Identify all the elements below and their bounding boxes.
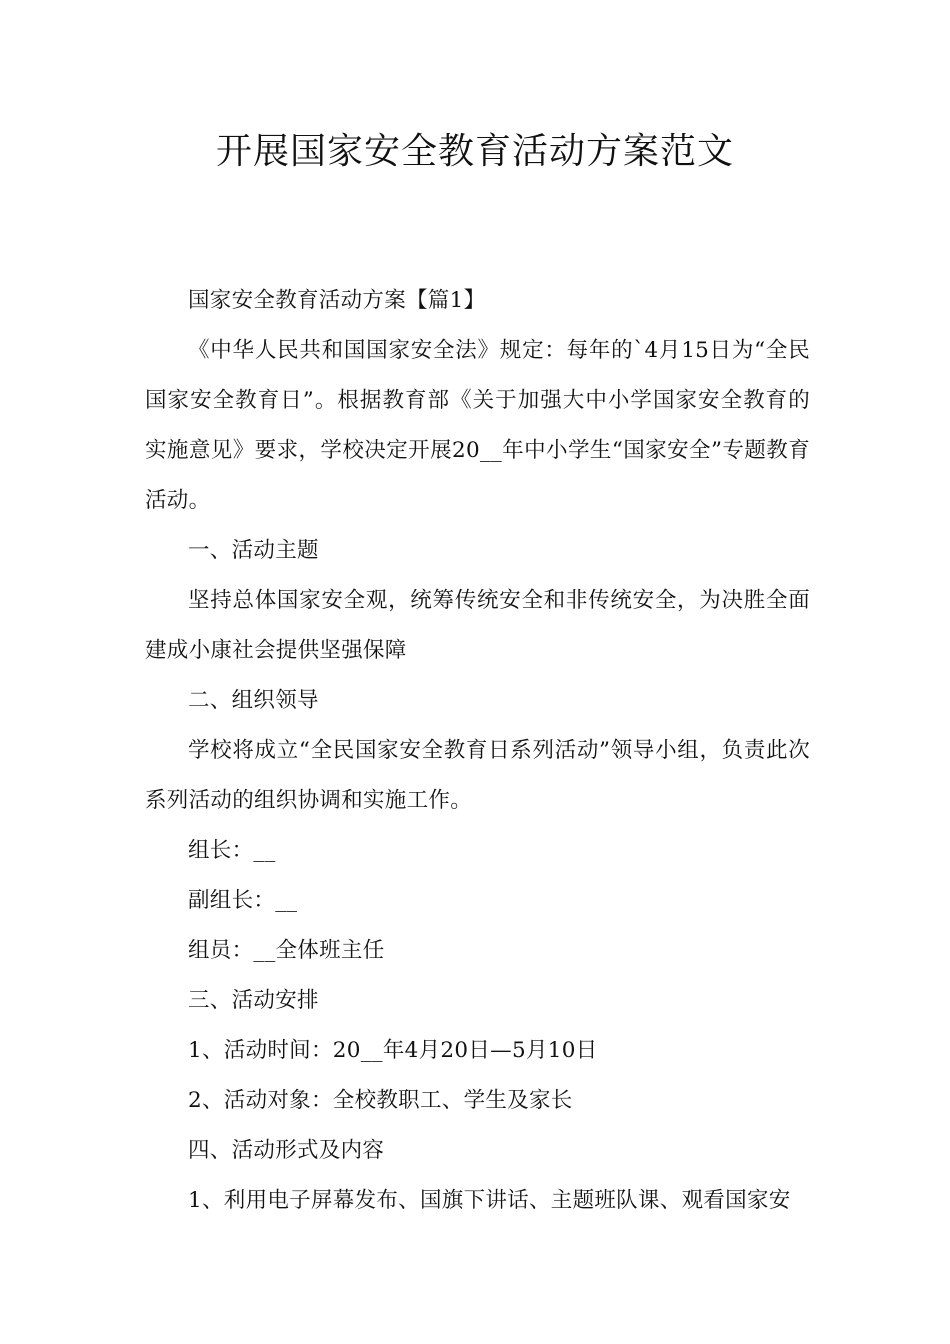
document-title: 开展国家安全教育活动方案范文: [215, 131, 734, 172]
section-heading-leadership: 二、组织领导: [188, 688, 319, 713]
activity-time-line: 1、活动时间：20__年4月20日—5月10日: [188, 1038, 598, 1063]
team-members-line: 组员：__全体班主任: [188, 938, 385, 963]
intro-paragraph: 《中华人民共和国国家安全法》规定：每年的`4月15日为“全民国家安全教育日”。根据教育部《关于加强大中小学国家安全教育的实施意见》要求，学校决定开展20__年中小学生“国家安全”专题教育活动。: [145, 338, 810, 513]
leadership-paragraph: 学校将成立“全民国家安全教育日系列活动”领导小组，负责此次系列活动的组织协调和实施工作。: [145, 738, 810, 813]
theme-paragraph: 坚持总体国家安全观，统筹传统安全和非传统安全，为决胜全面建成小康社会提供坚强保障: [145, 588, 810, 663]
document-body: [145, 276, 810, 1226]
format-item-1: 1、利用电子屏幕发布、国旗下讲话、主题班队课、观看国家安: [188, 1188, 791, 1213]
section-heading-format: 四、活动形式及内容: [188, 1138, 385, 1163]
team-leader-line: 组长：__: [188, 838, 276, 863]
deputy-leader-line: 副组长：__: [188, 888, 298, 913]
section-heading-arrangement: 三、活动安排: [188, 988, 319, 1013]
section-heading-plan-1: 国家安全教育活动方案【篇1】: [188, 288, 486, 313]
activity-target-line: 2、活动对象：全校教职工、学生及家长: [188, 1088, 573, 1113]
section-heading-theme: 一、活动主题: [188, 538, 319, 563]
